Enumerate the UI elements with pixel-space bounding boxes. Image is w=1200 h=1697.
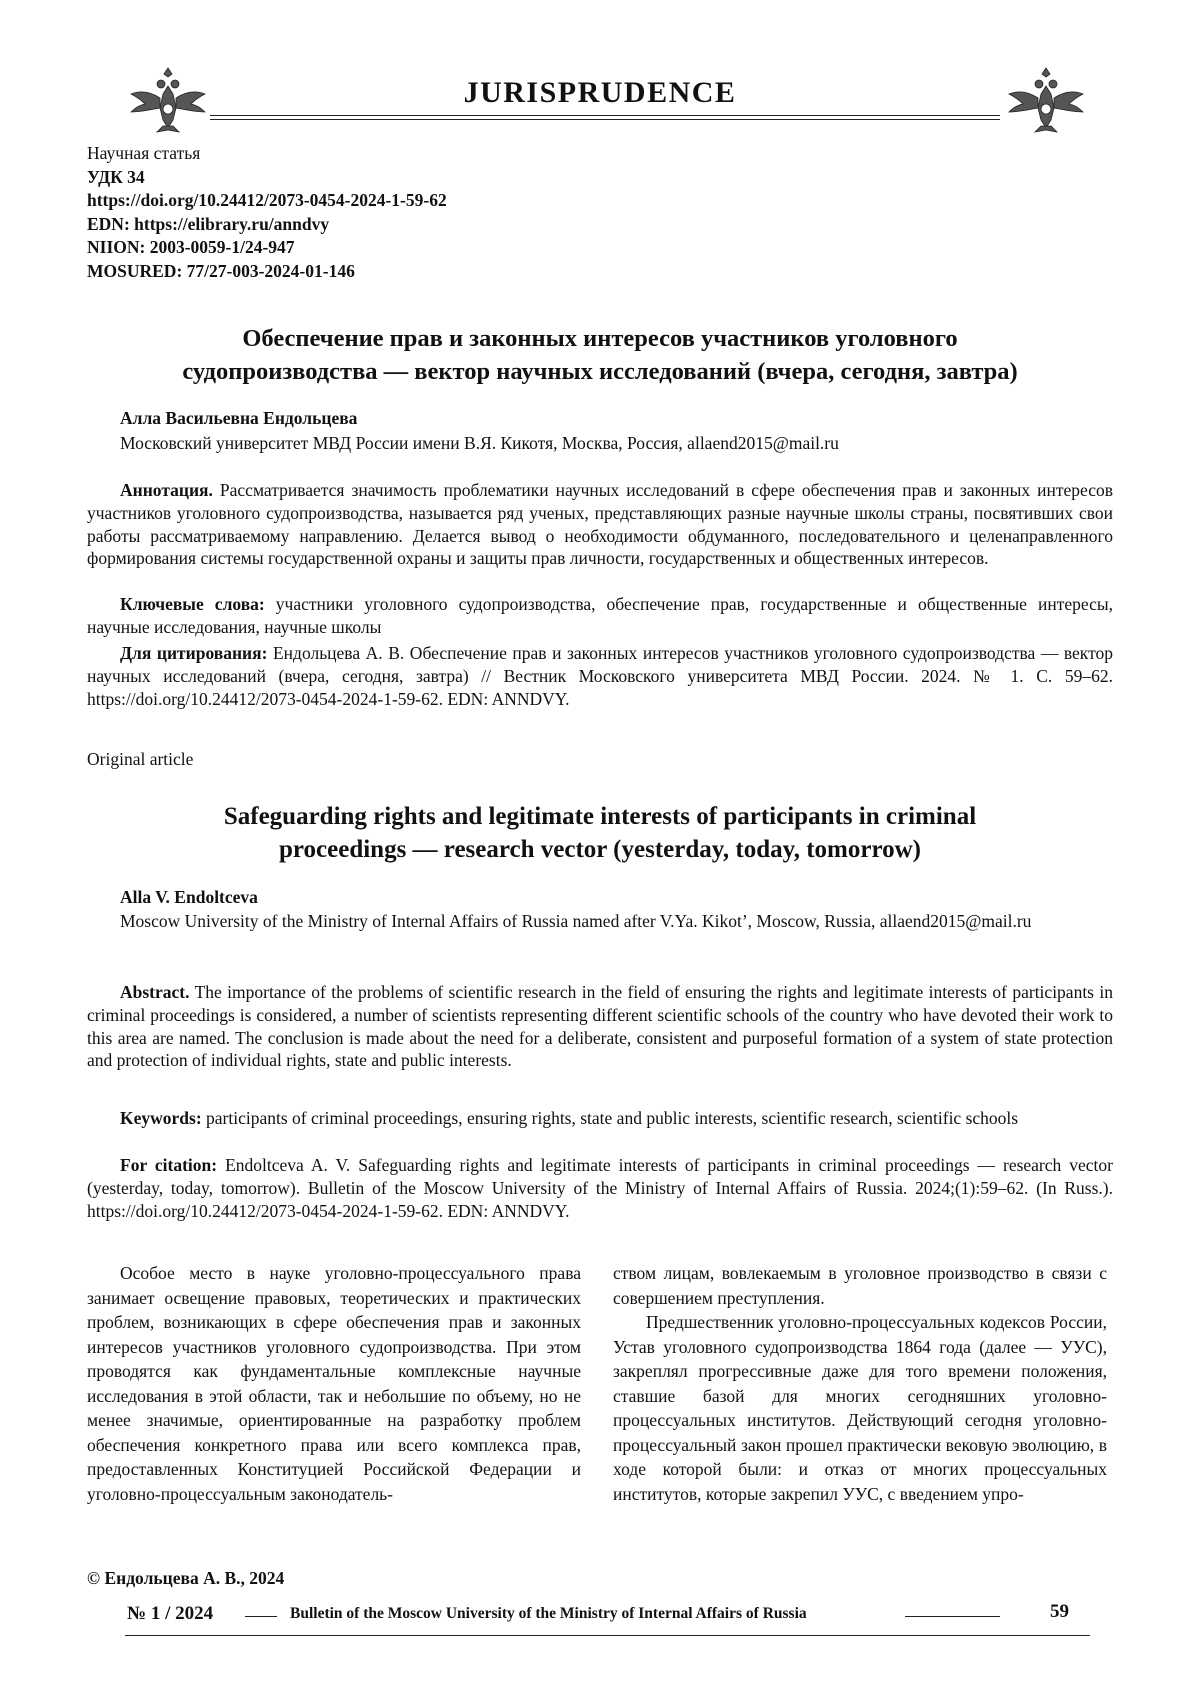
title-en-line: proceedings — research vector (yesterday, today, tomorrow) — [278, 836, 921, 863]
body-paragraph: ством лицам, вовлекаемым в уголовное производство в связи с совершением преступления. — [613, 1263, 1107, 1308]
citation-label: Для цитирования: — [120, 643, 268, 663]
header-divider — [210, 119, 1000, 120]
author-name-ru: Алла Васильевна Ендольцева — [120, 408, 358, 428]
mosured: MOSURED: 77/27-003-2024-01-146 — [87, 260, 355, 281]
abstract-en — [87, 981, 1113, 1072]
citation-en — [87, 1154, 1113, 1222]
abstract-label: Abstract. — [120, 982, 190, 1002]
keywords-en — [87, 1107, 1113, 1130]
edn-link[interactable]: EDN: https://elibrary.ru/anndvy — [87, 213, 330, 234]
title-ru-line: Обеспечение прав и законных интересов участников уголовного — [242, 325, 958, 352]
section-title: JURISPRUDENCE — [463, 76, 737, 109]
body-paragraph: Особое место в науке уголовно-процессуального права занимает освещение правовых, теоретических и практических проблем, возникающих в сфере обеспечения прав и законных интересов участников уголовного судопроизводства. При этом проводятся как фундаментальные комплексные научные исследования в этой области, так и небольшие по объему, но не менее значимые, ориентированные на разработку проблем обеспечения конкретного права или всего комплекса прав, предоставленных Конституцией Российской Федерации и уголовно-процессуальным законодатель- — [87, 1263, 581, 1504]
article-metadata — [87, 142, 447, 283]
copyright: © Ендольцева А. В., 2024 — [87, 1568, 285, 1588]
footer-divider — [125, 1635, 1090, 1636]
page-number: 59 — [1050, 1601, 1069, 1622]
body-paragraph: Предшественник уголовно-процессуальных кодексов России, Устав уголовного судопроизводства 1864 года (далее — УУС), закреплял прогрессивные даже для того времени положения, ставшие базой для многих сегодняшних уголовно-процессуальных институтов. Действующий сегодня уголовно-процессуальный закон прошел практически вековую эволюцию, в ходе которой были: и отказ от многих процессуальных институтов, которые закрепил УУС, с введением упро- — [613, 1312, 1107, 1504]
title-ru-line: судопроизводства — вектор научных исследований (вчера, сегодня, завтра) — [182, 358, 1018, 385]
article-title-ru — [90, 322, 1110, 388]
article-type-en: Original article — [87, 749, 194, 769]
footer-dash — [245, 1616, 277, 1617]
keywords-label: Keywords: — [120, 1108, 202, 1128]
keywords-text: participants of criminal proceedings, ensuring rights, state and public interests, scientific research, scientific schools — [201, 1108, 1019, 1128]
body-column-right — [613, 1261, 1107, 1506]
citation-label: For citation: — [120, 1155, 218, 1175]
title-en-line: Safeguarding rights and legitimate interests of participants in criminal — [223, 803, 977, 830]
article-type: Научная статья — [87, 143, 201, 163]
citation-ru — [87, 642, 1113, 710]
abstract-ru — [87, 479, 1113, 570]
double-headed-eagle-emblem-icon — [1005, 64, 1087, 134]
author-name-en: Alla V. Endoltceva — [120, 887, 258, 907]
citation-text: Ендольцева А. В. Обеспечение прав и законных интересов участников уголовного судопроизводства — вектор научных исследований (вчера, сегодня, завтра) // Вестник Московского университета МВД России. 2024. № 1. С. 59–62. https://doi.org/10.24412/2073-0454-2024-1-59-62. EDN: ANNDVY. — [87, 643, 1113, 709]
author-affiliation-en: Moscow University of the Ministry of Internal Affairs of Russia named after V.Ya. Kikot’, Moscow, Russia, allaend2015@mail.ru — [120, 911, 1032, 931]
keywords-label: Ключевые слова: — [120, 594, 265, 614]
udk: УДК 34 — [87, 166, 145, 187]
header-divider — [210, 115, 1000, 116]
doi-link[interactable]: https://doi.org/10.24412/2073-0454-2024-1-59-62 — [87, 190, 447, 210]
footer-dash — [905, 1616, 1000, 1617]
article-title-en — [90, 800, 1110, 866]
niion: NIION: 2003-0059-1/24-947 — [87, 237, 295, 257]
issue-number: № 1 / 2024 — [127, 1603, 214, 1624]
citation-text: Endoltceva A. V. Safeguarding rights and legitimate interests of participants in criminal proceedings — research vector (yesterday, today, tomorrow). Bulletin of the Moscow University of the Ministry of Internal Affairs of Russia. 2024;(1):59–62. (In Russ.). https://doi.org/10.24412/2073-0454-2024-1-59-62. EDN: ANNDVY. — [87, 1155, 1113, 1221]
keywords-text: участники уголовного судопроизводства, обеспечение прав, государственные и общественные интересы, научные исследования, научные школы — [87, 594, 1113, 637]
abstract-text: Рассматривается значимость проблематики научных исследований в сфере обеспечения прав и законных интересов участников уголовного судопроизводства, называется ряд ученых, представляющих разные научные школы страны, посвятивших свои работы рассматриваемому направлению. Делается вывод о необходимости обдуманного, последовательного и целенаправленного формирования системы государственной охраны и защиты прав личности, государственных и общественных интересов. — [87, 480, 1113, 569]
double-headed-eagle-emblem-icon — [127, 64, 209, 134]
body-column-left — [87, 1261, 581, 1506]
journal-name: Bulletin of the Moscow University of the Ministry of Internal Affairs of Russia — [290, 1605, 807, 1622]
abstract-text: The importance of the problems of scientific research in the field of ensuring the rights and legitimate interests of participants in criminal proceedings is considered, a number of scientists representing different scientific schools of the country who have devoted their work to this area are named. The conclusion is made about the need for a deliberate, consistent and purposeful formation of a system of state protection and protection of individual rights, state and public interests. — [87, 982, 1113, 1071]
author-affiliation-ru: Московский университет МВД России имени В.Я. Кикотя, Москва, Россия, allaend2015@mail.ru — [120, 433, 839, 453]
abstract-label: Аннотация. — [120, 480, 213, 500]
keywords-ru — [87, 593, 1113, 639]
